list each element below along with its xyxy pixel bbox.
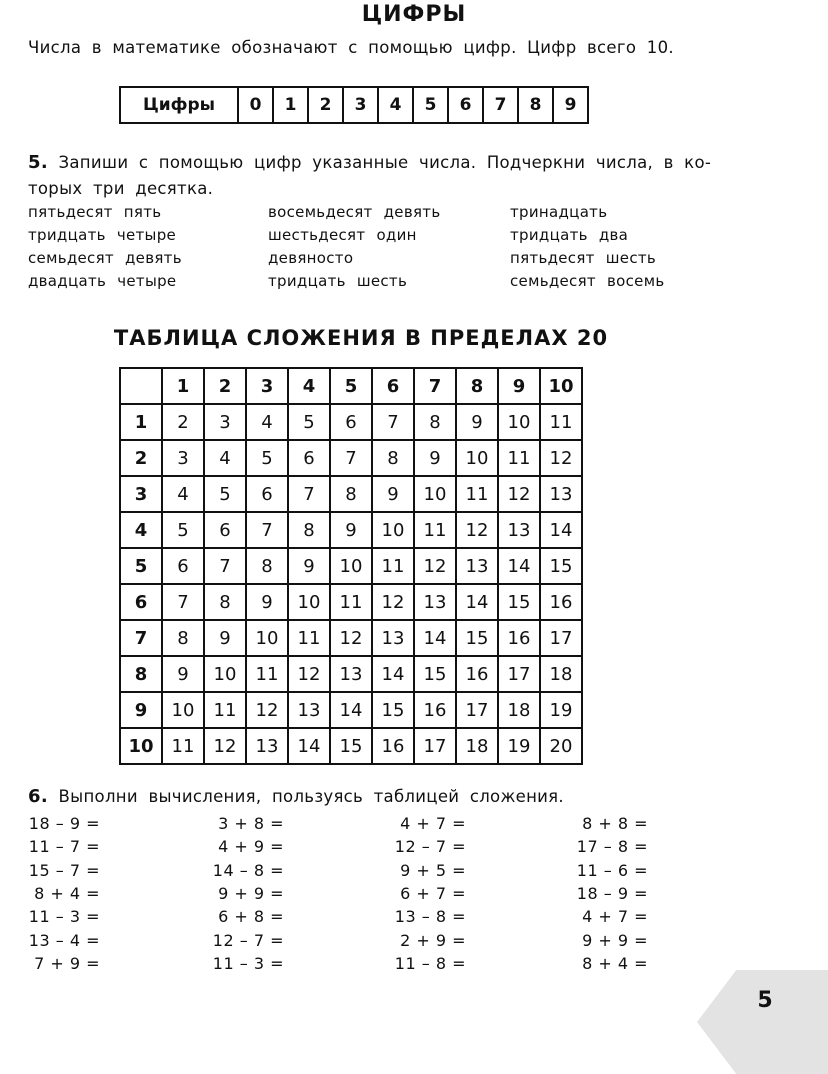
row-header: 10 bbox=[120, 728, 162, 764]
math-expression: 8 + 4 = bbox=[34, 883, 100, 903]
row-header: 5 bbox=[120, 548, 162, 584]
table-row bbox=[120, 476, 582, 512]
sum-cell: 10 bbox=[288, 584, 330, 620]
table-row bbox=[120, 584, 582, 620]
sum-cell: 11 bbox=[456, 476, 498, 512]
digit-cell: 2 bbox=[308, 87, 343, 123]
sum-cell: 11 bbox=[330, 584, 372, 620]
math-expression: 2 + 9 = bbox=[400, 930, 466, 950]
sum-cell: 8 bbox=[246, 548, 288, 584]
number-word: шестьдесят один bbox=[268, 226, 417, 244]
column-header: 4 bbox=[288, 368, 330, 404]
page-number: 5 bbox=[757, 988, 773, 1013]
sum-cell: 14 bbox=[540, 512, 582, 548]
sum-cell: 11 bbox=[288, 620, 330, 656]
math-expression: 9 + 5 = bbox=[400, 860, 466, 880]
number-word: семьдесят девять bbox=[28, 249, 182, 267]
number-word: тридцать шесть bbox=[268, 272, 408, 290]
sum-cell: 8 bbox=[288, 512, 330, 548]
sum-cell: 4 bbox=[204, 440, 246, 476]
row-header: 2 bbox=[120, 440, 162, 476]
sum-cell: 3 bbox=[204, 404, 246, 440]
sum-cell: 13 bbox=[456, 548, 498, 584]
sum-cell: 3 bbox=[162, 440, 204, 476]
number-word: тридцать четыре bbox=[28, 226, 177, 244]
sum-cell: 17 bbox=[414, 728, 456, 764]
table-row bbox=[120, 512, 582, 548]
sum-cell: 18 bbox=[456, 728, 498, 764]
sum-cell: 13 bbox=[498, 512, 540, 548]
sum-cell: 10 bbox=[246, 620, 288, 656]
sum-cell: 15 bbox=[540, 548, 582, 584]
sum-cell: 2 bbox=[162, 404, 204, 440]
sum-cell: 12 bbox=[246, 692, 288, 728]
row-header: 3 bbox=[120, 476, 162, 512]
sum-cell: 11 bbox=[204, 692, 246, 728]
sum-cell: 12 bbox=[288, 656, 330, 692]
sum-cell: 7 bbox=[162, 584, 204, 620]
sum-cell: 16 bbox=[498, 620, 540, 656]
sum-cell: 13 bbox=[246, 728, 288, 764]
number-word: пятьдесят шесть bbox=[510, 249, 657, 267]
math-expression: 4 + 7 = bbox=[400, 814, 466, 833]
sum-cell: 13 bbox=[330, 656, 372, 692]
sum-cell: 12 bbox=[540, 440, 582, 476]
sum-cell: 18 bbox=[498, 692, 540, 728]
sum-cell: 13 bbox=[540, 476, 582, 512]
addition-table bbox=[119, 367, 583, 765]
sum-cell: 17 bbox=[456, 692, 498, 728]
column-header: 3 bbox=[246, 368, 288, 404]
table-row bbox=[120, 404, 582, 440]
math-expression: 11 – 3 = bbox=[28, 907, 100, 927]
table-row bbox=[120, 620, 582, 656]
sum-cell: 19 bbox=[540, 692, 582, 728]
sum-cell: 7 bbox=[204, 548, 246, 584]
sum-cell: 12 bbox=[414, 548, 456, 584]
sum-cell: 14 bbox=[288, 728, 330, 764]
sum-cell: 9 bbox=[456, 404, 498, 440]
corner-cell bbox=[120, 368, 162, 404]
sum-cell: 12 bbox=[372, 584, 414, 620]
math-expression: 11 – 8 = bbox=[394, 953, 466, 973]
sum-cell: 11 bbox=[162, 728, 204, 764]
sum-cell: 8 bbox=[162, 620, 204, 656]
column-header: 6 bbox=[372, 368, 414, 404]
sum-cell: 12 bbox=[204, 728, 246, 764]
sum-cell: 10 bbox=[498, 404, 540, 440]
sum-cell: 9 bbox=[204, 620, 246, 656]
sum-cell: 7 bbox=[246, 512, 288, 548]
math-expression: 12 – 7 = bbox=[394, 837, 466, 857]
sum-cell: 5 bbox=[162, 512, 204, 548]
sum-cell: 6 bbox=[330, 404, 372, 440]
number-word: двадцать четыре bbox=[28, 272, 177, 290]
digit-cell: 5 bbox=[413, 87, 448, 123]
digits-label: Цифры bbox=[120, 87, 238, 123]
sum-cell: 16 bbox=[540, 584, 582, 620]
math-expression: 8 + 4 = bbox=[582, 953, 648, 973]
math-expression: 9 + 9 = bbox=[218, 883, 284, 903]
sum-cell: 14 bbox=[330, 692, 372, 728]
sum-cell: 9 bbox=[288, 548, 330, 584]
column-header: 7 bbox=[414, 368, 456, 404]
math-expression: 3 + 8 = bbox=[218, 814, 284, 833]
sum-cell: 13 bbox=[372, 620, 414, 656]
row-header: 8 bbox=[120, 656, 162, 692]
sum-cell: 4 bbox=[162, 476, 204, 512]
row-header: 1 bbox=[120, 404, 162, 440]
sum-cell: 5 bbox=[246, 440, 288, 476]
digit-cell: 3 bbox=[343, 87, 378, 123]
sum-cell: 9 bbox=[414, 440, 456, 476]
column-header: 2 bbox=[204, 368, 246, 404]
intro-text: Числа в математике обозначают с помощью цифр. Цифр всего 10. bbox=[28, 38, 674, 57]
sum-cell: 9 bbox=[330, 512, 372, 548]
sum-cell: 20 bbox=[540, 728, 582, 764]
sum-cell: 13 bbox=[414, 584, 456, 620]
sum-cell: 7 bbox=[330, 440, 372, 476]
math-expression: 4 + 9 = bbox=[218, 837, 284, 857]
math-expression: 17 – 8 = bbox=[576, 837, 648, 857]
sum-cell: 16 bbox=[414, 692, 456, 728]
table-header-row bbox=[120, 368, 582, 404]
math-expression: 11 – 3 = bbox=[212, 953, 284, 973]
sum-cell: 15 bbox=[456, 620, 498, 656]
digit-cell: 6 bbox=[448, 87, 483, 123]
table-row bbox=[120, 440, 582, 476]
task-5-text: Запиши с помощью цифр указанные числа. Подчеркни числа, в ко- bbox=[58, 153, 712, 172]
sum-cell: 11 bbox=[246, 656, 288, 692]
number-word: семьдесят восемь bbox=[510, 272, 665, 290]
sum-cell: 10 bbox=[204, 656, 246, 692]
task-5-text-cont: торых три десятка. bbox=[28, 179, 214, 198]
math-expression: 18 – 9 = bbox=[28, 814, 100, 833]
number-word: тринадцать bbox=[510, 203, 608, 221]
math-expression: 15 – 7 = bbox=[28, 860, 100, 880]
sum-cell: 4 bbox=[246, 404, 288, 440]
sum-cell: 12 bbox=[330, 620, 372, 656]
math-expression: 6 + 7 = bbox=[400, 883, 466, 903]
number-word: тридцать два bbox=[510, 226, 629, 244]
sum-cell: 9 bbox=[246, 584, 288, 620]
sum-cell: 5 bbox=[204, 476, 246, 512]
row-header: 4 bbox=[120, 512, 162, 548]
sum-cell: 11 bbox=[498, 440, 540, 476]
math-expression: 4 + 7 = bbox=[582, 907, 648, 927]
sum-cell: 10 bbox=[330, 548, 372, 584]
table-row bbox=[120, 728, 582, 764]
page-tab bbox=[697, 970, 828, 1074]
sum-cell: 6 bbox=[204, 512, 246, 548]
sum-cell: 18 bbox=[540, 656, 582, 692]
sum-cell: 9 bbox=[372, 476, 414, 512]
math-expression: 13 – 4 = bbox=[28, 930, 100, 950]
sum-cell: 16 bbox=[456, 656, 498, 692]
math-expression: 7 + 9 = bbox=[34, 953, 100, 973]
sum-cell: 16 bbox=[372, 728, 414, 764]
column-header: 9 bbox=[498, 368, 540, 404]
sum-cell: 10 bbox=[162, 692, 204, 728]
sum-cell: 14 bbox=[414, 620, 456, 656]
task-6-number: 6. bbox=[28, 786, 48, 807]
sum-cell: 14 bbox=[456, 584, 498, 620]
column-header: 1 bbox=[162, 368, 204, 404]
math-expression: 11 – 6 = bbox=[576, 860, 648, 880]
math-expression: 12 – 7 = bbox=[212, 930, 284, 950]
sum-cell: 15 bbox=[498, 584, 540, 620]
task-6-text: Выполни вычисления, пользуясь таблицей сложения. bbox=[58, 787, 564, 806]
sum-cell: 13 bbox=[288, 692, 330, 728]
row-header: 6 bbox=[120, 584, 162, 620]
sum-cell: 10 bbox=[414, 476, 456, 512]
sum-cell: 10 bbox=[372, 512, 414, 548]
task-5 bbox=[28, 150, 728, 202]
digit-cell: 4 bbox=[378, 87, 413, 123]
column-header: 8 bbox=[456, 368, 498, 404]
sum-cell: 8 bbox=[204, 584, 246, 620]
number-word: девяносто bbox=[268, 249, 354, 267]
sum-cell: 19 bbox=[498, 728, 540, 764]
digit-cell: 8 bbox=[518, 87, 553, 123]
digit-cell: 0 bbox=[238, 87, 273, 123]
sum-cell: 10 bbox=[456, 440, 498, 476]
sum-cell: 8 bbox=[372, 440, 414, 476]
sum-cell: 12 bbox=[456, 512, 498, 548]
sum-cell: 7 bbox=[372, 404, 414, 440]
sum-cell: 8 bbox=[330, 476, 372, 512]
table-row bbox=[120, 692, 582, 728]
math-expression: 13 – 8 = bbox=[394, 907, 466, 927]
sum-cell: 15 bbox=[372, 692, 414, 728]
sum-cell: 15 bbox=[330, 728, 372, 764]
task-6 bbox=[28, 784, 564, 810]
sum-cell: 6 bbox=[162, 548, 204, 584]
column-header: 10 bbox=[540, 368, 582, 404]
number-word: восемьдесят девять bbox=[268, 203, 441, 221]
addition-table-title: ТАБЛИЦА СЛОЖЕНИЯ В ПРЕДЕЛАХ 20 bbox=[113, 326, 609, 350]
sum-cell: 11 bbox=[372, 548, 414, 584]
digit-cell: 9 bbox=[553, 87, 588, 123]
sum-cell: 12 bbox=[498, 476, 540, 512]
table-row bbox=[120, 548, 582, 584]
sum-cell: 15 bbox=[414, 656, 456, 692]
sum-cell: 17 bbox=[498, 656, 540, 692]
math-expression: 14 – 8 = bbox=[212, 860, 284, 880]
row-header: 7 bbox=[120, 620, 162, 656]
sum-cell: 11 bbox=[540, 404, 582, 440]
sum-cell: 14 bbox=[372, 656, 414, 692]
digits-table bbox=[119, 86, 589, 124]
math-expression: 8 + 8 = bbox=[582, 814, 648, 833]
sum-cell: 14 bbox=[498, 548, 540, 584]
math-expression: 18 – 9 = bbox=[576, 883, 648, 903]
math-expression: 9 + 9 = bbox=[582, 930, 648, 950]
sum-cell: 6 bbox=[288, 440, 330, 476]
table-row bbox=[120, 656, 582, 692]
row-header: 9 bbox=[120, 692, 162, 728]
sum-cell: 6 bbox=[246, 476, 288, 512]
sum-cell: 9 bbox=[162, 656, 204, 692]
sum-cell: 11 bbox=[414, 512, 456, 548]
digit-cell: 1 bbox=[273, 87, 308, 123]
math-expression: 11 – 7 = bbox=[28, 837, 100, 857]
sum-cell: 7 bbox=[288, 476, 330, 512]
sum-cell: 5 bbox=[288, 404, 330, 440]
task-5-number: 5. bbox=[28, 152, 48, 173]
column-header: 5 bbox=[330, 368, 372, 404]
number-word: пятьдесят пять bbox=[28, 203, 162, 221]
sum-cell: 8 bbox=[414, 404, 456, 440]
sum-cell: 17 bbox=[540, 620, 582, 656]
digits-row bbox=[120, 87, 588, 123]
digit-cell: 7 bbox=[483, 87, 518, 123]
page-title: ЦИФРЫ bbox=[361, 2, 467, 27]
math-expression: 6 + 8 = bbox=[218, 907, 284, 927]
